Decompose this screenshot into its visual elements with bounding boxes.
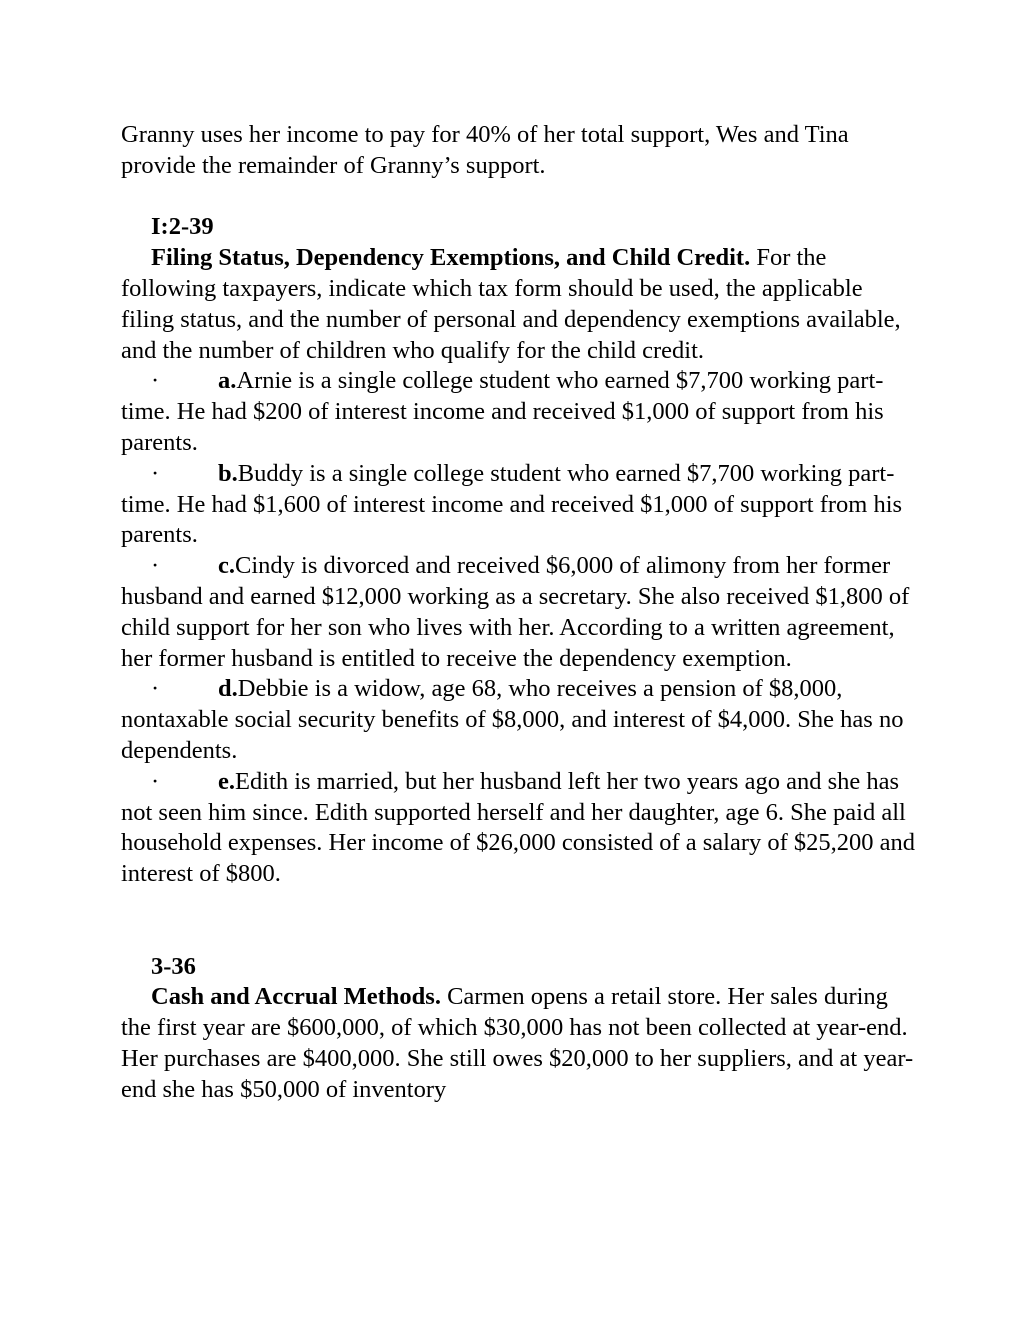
problem-statement xyxy=(121,982,921,1105)
item-text: Buddy is a single college student who earned $7,700 working part-time. He had $1,600 of interest income and received $1,000 of support from his parents. xyxy=(121,459,903,549)
list-item-e xyxy=(121,767,921,890)
problem-number: I:2-39 xyxy=(151,213,214,241)
problem-section-1 xyxy=(121,212,921,890)
item-letter: c. xyxy=(218,552,235,580)
problem-heading: Cash and Accrual Methods. xyxy=(151,983,441,1011)
list-item-c xyxy=(121,551,921,674)
item-letter: e. xyxy=(218,767,235,795)
list-item-b xyxy=(121,459,921,551)
bullet-icon: · xyxy=(151,767,160,795)
item-text: Cindy is divorced and received $6,000 of alimony from her former husband and earned $12,000 working as a secretary. She also received $1,800 of child support for her son who lives with her. According to a written agreement, her former husband is entitled to receive the dependency exemption. xyxy=(121,552,910,672)
item-letter: d. xyxy=(218,675,238,703)
list-item-d xyxy=(121,674,921,766)
item-letter: a. xyxy=(218,367,237,395)
intro-paragraph: Granny uses her income to pay for 40% of her total support, Wes and Tina provide the remainder of Granny’s support. xyxy=(121,121,849,179)
bullet-icon: · xyxy=(151,367,160,395)
item-text: Edith is married, but her husband left her two years ago and she has not seen him since. Edith supported herself and her daughter, age 6. She paid all household expenses. Her income of $26,000 consisted of a salary of $25,200 and interest of $800. xyxy=(121,767,916,888)
problem-statement xyxy=(121,243,921,366)
document-page xyxy=(121,120,921,1106)
bullet-icon: · xyxy=(151,675,160,703)
blank-line xyxy=(121,182,921,213)
problem-number: 3-36 xyxy=(151,952,196,980)
item-text: Arnie is a single college student who earned $7,700 working part-time. He had $200 of interest income and received $1,000 of support from his parents. xyxy=(121,367,884,456)
blank-lines xyxy=(121,890,921,952)
item-text: Debbie is a widow, age 68, who receives a pension of $8,000, nontaxable social security benefits of $8,000, and interest of $4,000. She has no dependents. xyxy=(121,675,904,764)
problem-heading: Filing Status, Dependency Exemptions, and Child Credit. xyxy=(151,244,751,272)
problem-body: For the following taxpayers, indicate which tax form should be used, the applicable filing status, and the number of personal and dependency exemptions available, and the number of children who qualify for the child credit. xyxy=(121,244,901,364)
bullet-icon: · xyxy=(151,552,160,580)
problem-section-2 xyxy=(121,952,921,1106)
item-letter: b. xyxy=(218,459,238,487)
list-item-a xyxy=(121,366,921,458)
bullet-icon: · xyxy=(151,459,160,487)
problem-body: Carmen opens a retail store. Her sales during the first year are $600,000, of which $30,000 has not been collected at year-end. Her purchases are $400,000. She still owes $20,000 to her suppliers, and at year-end she has $50,000 of inventory xyxy=(121,983,914,1103)
